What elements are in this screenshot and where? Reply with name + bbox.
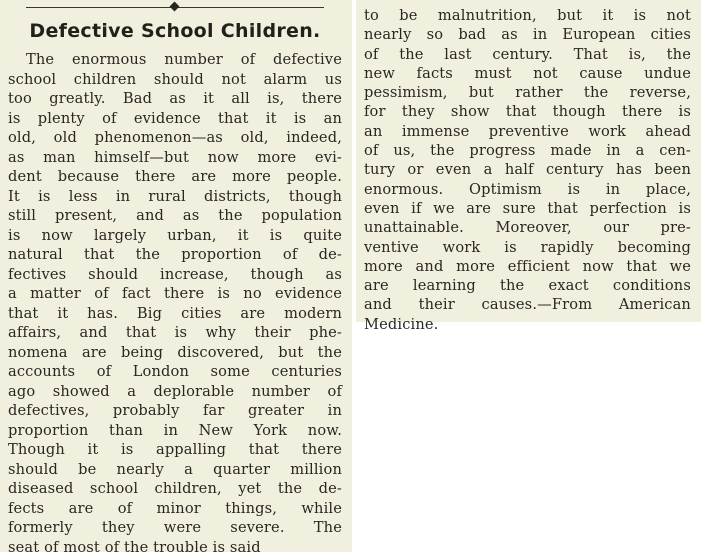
text-line: accounts of London some centuries <box>8 362 342 382</box>
text-line: tury or even a half century has been <box>364 160 691 179</box>
article-left-column <box>0 0 352 552</box>
text-line: pessimism, but rather the reverse, <box>364 83 691 102</box>
right-column-body <box>364 6 691 334</box>
text-line: is plenty of evidence that it is an <box>8 109 342 129</box>
article-right-column <box>356 0 701 322</box>
text-line: diseased school children, yet the de- <box>8 479 342 499</box>
text-line: formerly they were severe. The <box>8 518 342 538</box>
text-line: a matter of fact there is no evidence <box>8 284 342 304</box>
text-line: enormous. Optimism is in place, <box>364 180 691 199</box>
text-line: of the last century. That is, the <box>364 45 691 64</box>
text-line: Though it is appalling that there <box>8 440 342 460</box>
text-line: an immense preventive work ahead <box>364 122 691 141</box>
text-line: nomena are being discovered, but the <box>8 343 342 363</box>
left-column-body <box>8 50 342 557</box>
text-line: proportion than in New York now. <box>8 421 342 441</box>
text-line: The enormous number of defective <box>8 50 342 70</box>
text-line: more and more efficient now that we <box>364 257 691 276</box>
ornamental-rule <box>26 0 324 14</box>
text-line: seat of most of the trouble is said <box>8 538 342 557</box>
text-line: and their causes.—From American <box>364 295 691 314</box>
text-line: new facts must not cause undue <box>364 64 691 83</box>
text-line: affairs, and that is why their phe- <box>8 323 342 343</box>
text-line: to be malnutrition, but it is not <box>364 6 691 25</box>
text-line: Medicine. <box>364 315 691 334</box>
text-line: too greatly. Bad as it all is, there <box>8 89 342 109</box>
text-line: nearly so bad as in European cities <box>364 25 691 44</box>
article-headline: Defective School Children. <box>8 20 342 42</box>
text-line: defectives, probably far greater in <box>8 401 342 421</box>
text-line: should be nearly a quarter million <box>8 460 342 480</box>
text-line: It is less in rural districts, though <box>8 187 342 207</box>
text-line: as man himself—but now more evi- <box>8 148 342 168</box>
diamond-ornament-icon <box>170 2 180 12</box>
text-line: natural that the proportion of de- <box>8 245 342 265</box>
text-line: are learning the exact conditions <box>364 276 691 295</box>
text-line: fectives should increase, though as <box>8 265 342 285</box>
text-line: fects are of minor things, while <box>8 499 342 519</box>
text-line: of us, the progress made in a cen- <box>364 141 691 160</box>
text-line: even if we are sure that perfection is <box>364 199 691 218</box>
text-line: old, old phenomenon—as old, indeed, <box>8 128 342 148</box>
text-line: unattainable. Moreover, our pre- <box>364 218 691 237</box>
text-line: is now largely urban, it is quite <box>8 226 342 246</box>
text-line: for they show that though there is <box>364 102 691 121</box>
text-line: ventive work is rapidly becoming <box>364 238 691 257</box>
text-line: dent because there are more people. <box>8 167 342 187</box>
text-line: that it has. Big cities are modern <box>8 304 342 324</box>
text-line: school children should not alarm us <box>8 70 342 90</box>
text-line: still present, and as the population <box>8 206 342 226</box>
text-line: ago showed a deplorable number of <box>8 382 342 402</box>
